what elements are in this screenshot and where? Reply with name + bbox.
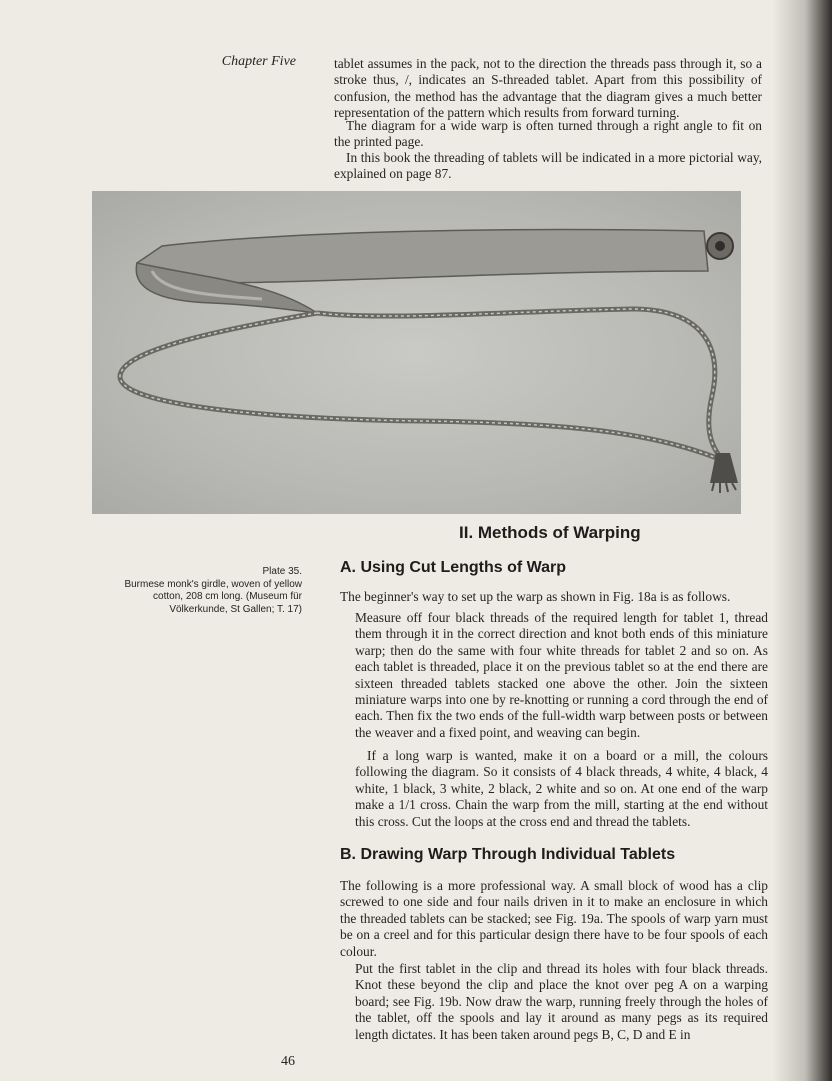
section-b-paragraph-2: Put the first tablet in the clip and thread its holes with four black threads. Knot these beyond the clip and place the knot over peg A on a warping board; see Fig. 19b. Now draw the warp, running freely through the holes of the tablet, off the spools and lay it around as many pegs as its required length dictates. It has been taken around pegs B, C, D and E in — [355, 961, 768, 1042]
section-b-title: B. Drawing Warp Through Individual Tablets — [340, 846, 676, 863]
girdle-illustration — [92, 191, 741, 514]
section-a-paragraph-1: Measure off four black threads of the required length for tablet 1, thread them through it in the correct direction and knot both ends of this miniature warp; then do the same with four white threads for tablet 2 and so on. As each tablet is threaded, place it on the previous tablet so at the end there are sixteen threaded tablets stacked one above the other. Join the sixteen miniature warps into one by re-knotting or running a cord through the end of each. Then fix the two ends of the full-width warp between posts or between the weaver and a fixed point, and weaving can begin. — [355, 610, 768, 740]
plate-photograph — [92, 191, 741, 514]
intro-paragraph-1: tablet assumes in the pack, not to the direction the threads pass through it, so a stroke thus, /, indicates an S-threaded tablet. Apart from this possibility of confusion, the method has the advantage that the diagram gives a much better representation of the pattern which results from forward turning. — [334, 56, 762, 121]
plate-label: Plate 35. — [262, 566, 302, 577]
binding-shadow — [772, 0, 832, 1081]
plate-caption-text: Burmese monk's girdle, woven of yellow cotton, 208 cm long. (Museum für Völkerkunde, St Gallen; T. 17) — [124, 578, 302, 615]
intro-paragraph-2: The diagram for a wide warp is often turned through a right angle to fit on the printed page. — [334, 118, 762, 150]
running-head: Chapter Five — [221, 54, 296, 69]
plate-caption — [96, 566, 302, 616]
section-b-paragraph-1: The following is a more professional way. A small block of wood has a clip screwed to one side and four nails driven in it to make an enclosure in which the threaded tablets can be stacked; see Fig. 19a. The spools of warp yarn must be on a creel and for this particular design there have to be four spools of each colour. — [340, 878, 768, 959]
section-a-lead: The beginner's way to set up the warp as shown in Fig. 18a is as follows. — [340, 589, 731, 604]
section-a-paragraph-2: If a long warp is wanted, make it on a board or a mill, the colours following the diagram. So it consists of 4 black threads, 4 white, 4 black, 4 white, 1 black, 3 white, 2 black, 2 white and so on. At one end of the warp make a 1/1 cross. Chain the warp from the mill, starting at the end without this cross. Cut the loops at the cross end and thread the tablets. — [355, 748, 768, 829]
page-number: 46 — [281, 1054, 295, 1069]
intro-paragraph-3: In this book the threading of tablets will be indicated in a more pictorial way, explained on page 87. — [334, 150, 762, 182]
section-a-title: A. Using Cut Lengths of Warp — [340, 559, 567, 576]
section-title: II. Methods of Warping — [459, 523, 641, 542]
